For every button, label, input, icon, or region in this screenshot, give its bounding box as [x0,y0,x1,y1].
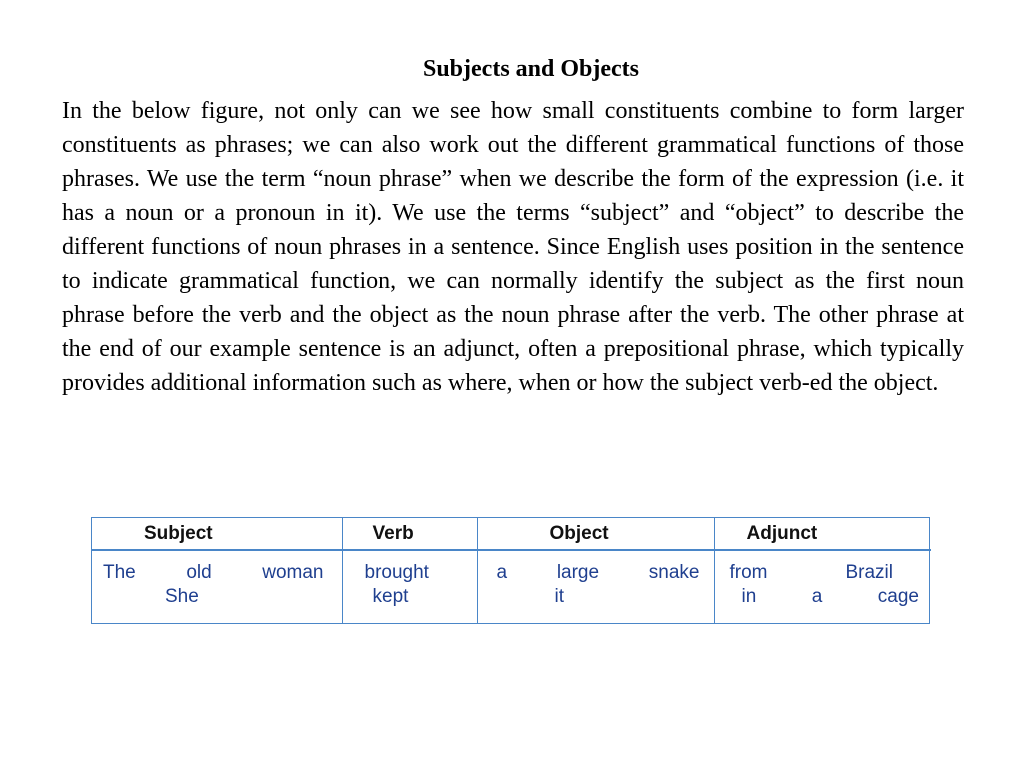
subject-line-1 [103,561,324,585]
subject-line-2 [103,585,324,609]
word: cage [877,586,919,607]
word: The [103,562,136,583]
adjunct-line-1 [730,561,920,585]
word: old [186,562,212,583]
body-paragraph: In the below figure, not only can we see how small constituents combine to form larger constituents as phrases; we can also work out the different grammatical functions of those phrases. We use the term “noun phrase” when we describe the form of the expression (i.e. it has a noun or a pronoun in it). We use the terms “subject” and “object” to describe the different functions of noun phrases in a sentence. Since English uses position in the sentence to indicate grammatical function, we can normally identify the subject as the first noun phrase before the verb and the object as the noun phrase after the verb. The other phrase at the end of our example sentence is an adjunct, often a prepositional phrase, which typically provides additional information such as where, when or how the subject verb-ed the object. [62,98,964,396]
word: a [811,586,823,607]
word: woman [262,562,324,583]
header-subject: Subject [92,518,342,550]
word: it [554,586,564,607]
adjunct-cell [714,550,931,623]
table-header-row [92,518,931,550]
object-line-1 [497,561,700,585]
header-verb: Verb [342,518,477,550]
word: brought [364,562,429,583]
header-object: Object [477,518,714,550]
word: snake [648,562,700,583]
object-line-2 [497,585,700,609]
adjunct-line-2 [730,585,920,609]
table-row [92,550,931,623]
word: Brazil [845,562,893,583]
verb-line-1 [365,561,463,585]
subject-cell [92,550,342,623]
word: She [165,586,199,607]
verb-cell [342,550,477,623]
word: from [729,562,768,583]
verb-line-2 [365,585,463,609]
header-adjunct: Adjunct [714,518,931,550]
word: in [741,586,757,607]
object-cell [477,550,714,623]
constituent-figure [91,517,930,624]
word: a [496,562,508,583]
constituent-table [92,518,931,623]
word: large [556,562,600,583]
slide-title: Subjects and Objects [422,56,639,82]
word: kept [372,586,409,607]
